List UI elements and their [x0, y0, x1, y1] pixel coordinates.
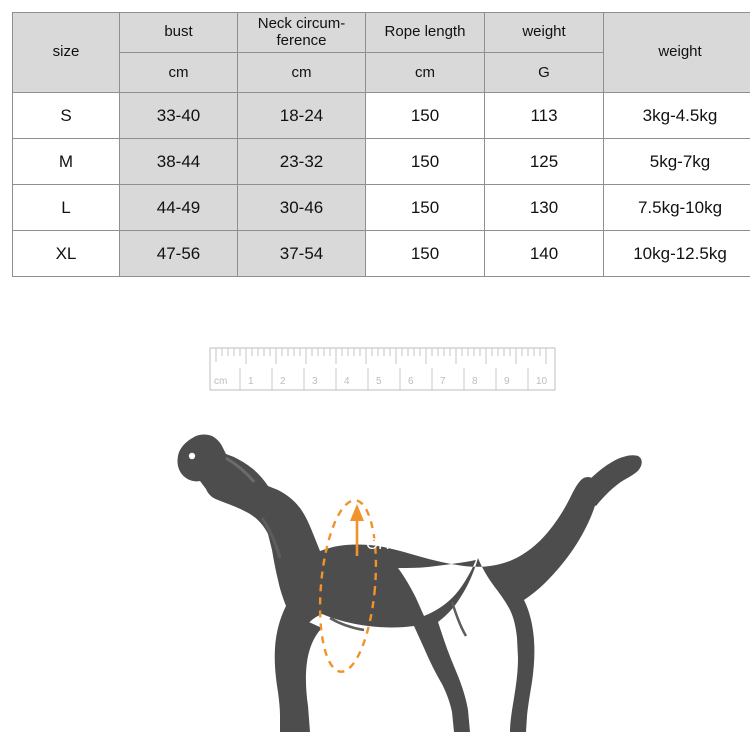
unit-weight-g: G: [485, 53, 604, 93]
cell-bust: 38-44: [120, 139, 238, 185]
dog-eye-icon: [189, 453, 195, 459]
header-bust: bust: [120, 13, 238, 53]
cell-weight-g: 125: [485, 139, 604, 185]
ruler-tick-3: 3: [312, 376, 318, 387]
ruler-tick-6: 6: [408, 376, 414, 387]
chest-label: CHEST: [366, 536, 424, 553]
cell-size: L: [13, 185, 120, 231]
unit-neck: cm: [238, 53, 366, 93]
cell-weight-g: 140: [485, 231, 604, 277]
size-table: [12, 12, 750, 277]
header-size: size: [13, 13, 120, 93]
cell-weight-g: 130: [485, 185, 604, 231]
ruler-icon: [210, 348, 555, 390]
unit-rope: cm: [366, 53, 485, 93]
cell-weight-range: 5kg-7kg: [604, 139, 750, 185]
table-row: [13, 139, 750, 185]
header-neck-line1: Neck circum-: [257, 14, 346, 32]
table-row: [13, 185, 750, 231]
size-table-container: [12, 12, 738, 277]
cell-neck: 37-54: [238, 231, 366, 277]
ruler-tick-1: 1: [248, 376, 254, 387]
cell-weight-range: 7.5kg-10kg: [604, 185, 750, 231]
cell-rope: 150: [366, 185, 485, 231]
cell-rope: 150: [366, 139, 485, 185]
ruler-tick-7: 7: [440, 376, 446, 387]
header-weight-range: weight: [604, 13, 750, 93]
ruler-tick-8: 8: [472, 376, 478, 387]
cell-bust: 33-40: [120, 93, 238, 139]
cell-rope: 150: [366, 93, 485, 139]
cell-neck: 23-32: [238, 139, 366, 185]
header-weight-g: weight: [485, 13, 604, 53]
header-rope-length: Rope length: [366, 13, 485, 53]
cell-size: S: [13, 93, 120, 139]
ruler-tick-9: 9: [504, 376, 510, 387]
cell-size: XL: [13, 231, 120, 277]
ruler-tick-2: 2: [280, 376, 286, 387]
table-header-row-1: [13, 13, 750, 53]
table-row: [13, 231, 750, 277]
cell-rope: 150: [366, 231, 485, 277]
cell-weight-g: 113: [485, 93, 604, 139]
cell-neck: 18-24: [238, 93, 366, 139]
cell-weight-range: 3kg-4.5kg: [604, 93, 750, 139]
unit-bust: cm: [120, 53, 238, 93]
cell-bust: 47-56: [120, 231, 238, 277]
dog-silhouette-icon: [177, 435, 641, 733]
header-neck-line2: ference: [276, 31, 327, 49]
header-neck-circumference: [238, 13, 366, 53]
ruler-tick-4: 4: [344, 376, 350, 387]
ruler-tick-10: 10: [536, 376, 548, 387]
cell-size: M: [13, 139, 120, 185]
ruler-unit-label: cm: [214, 376, 228, 387]
cell-neck: 30-46: [238, 185, 366, 231]
cell-bust: 44-49: [120, 185, 238, 231]
table-row: [13, 93, 750, 139]
dog-measurement-illustration: [0, 318, 750, 750]
ruler-tick-5: 5: [376, 376, 382, 387]
cell-weight-range: 10kg-12.5kg: [604, 231, 750, 277]
